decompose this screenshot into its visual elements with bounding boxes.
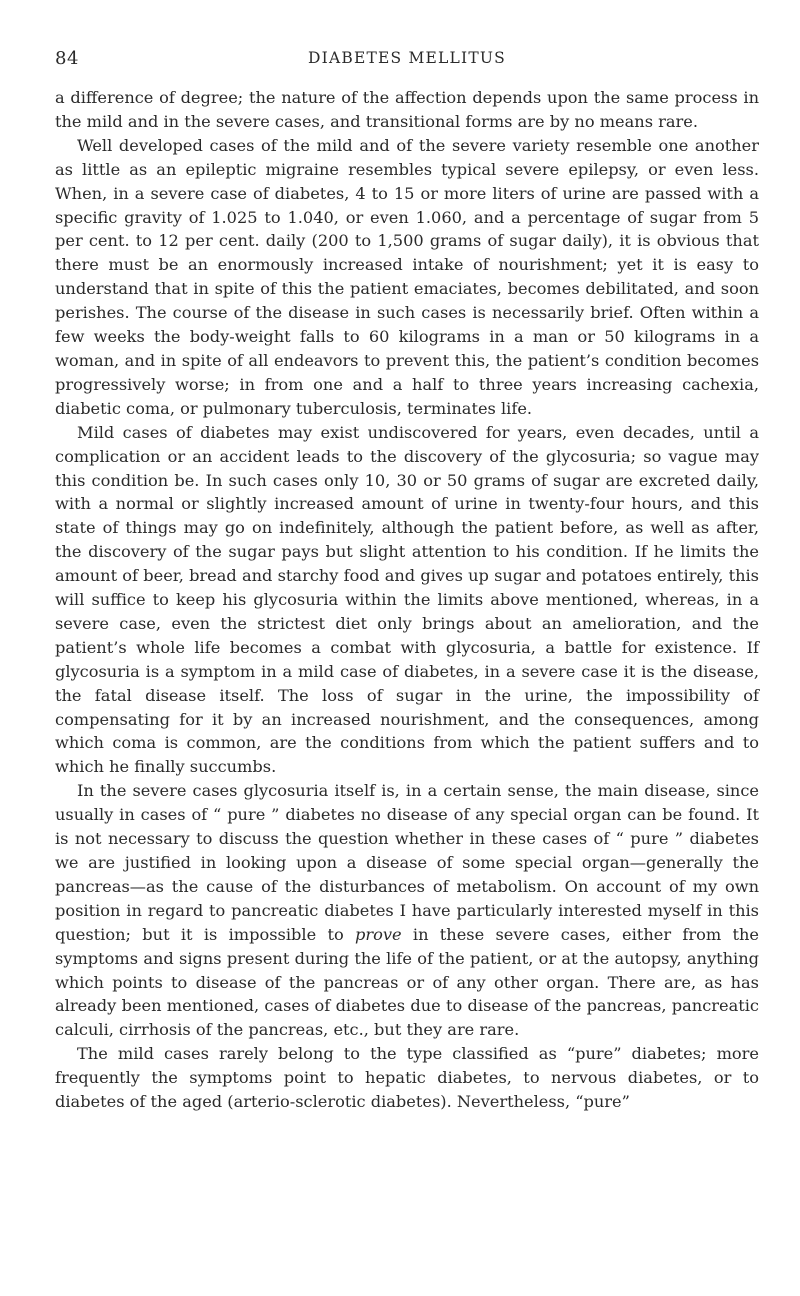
body-text <box>55 86 759 1114</box>
running-head <box>55 48 759 76</box>
paragraph-continued: a difference of degree; the nature of the affection depends upon the same process in the mild and in the severe cases, and transitional forms are by no means rare. <box>55 88 759 131</box>
page-number: 84 <box>55 48 79 69</box>
paragraph-severe-vs-mild: Well developed cases of the mild and of the severe variety resemble one another as little as an epileptic migraine resembles typical severe epilepsy, or even less. When, in a severe case of diabetes, 4 to 15 or more liters of urine are passed with a specific gravity of 1.025 to 1.040, or even 1.060, and a percentage of sugar from 5 per cent. to 12 per cent. daily (200 to 1,500 grams of sugar daily), it is obvious that there must be an enormously increased intake of nourishment; yet it is easy to understand that in spite of this the patient emaciates, becomes debilitated, and soon perishes. The course of the disease in such cases is necessarily brief. Often within a few weeks the body-weight falls to 60 kilograms in a man or 50 kilograms in a woman, and in spite of all endeavors to prevent this, the patient’s condition becomes progressively worse; in from one and a half to three years increasing cachexia, diabetic coma, or pulmonary tuberculosis, terminates life. <box>55 135 759 418</box>
paragraph-glycosuria-main-disease <box>55 779 759 1042</box>
paragraph-text-after: in these severe cases, either from the symptoms and signs present during the life of the patient, or at the autopsy, anything which points to disease of the pancreas or of any other organ. There are, as has already been mentioned, cases of diabetes due to disease of the pancreas, pancreatic calculi, cirrhosis of the pancreas, etc., but they are rare. <box>55 924 759 1040</box>
paragraph-mild-cases: Mild cases of diabetes may exist undiscovered for years, even decades, until a complication or an accident leads to the discovery of the glycosuria; so vague may this condition be. In such cases only 10, 30 or 50 grams of sugar are excreted daily, with a normal or slightly increased amount of urine in twenty-four hours, and this state of things may go on indefinitely, although the patient before, as well as after, the discovery of the sugar pays but slight attention to his condition. If he limits the amount of beer, bread and starchy food and gives up sugar and potatoes entirely, this will suffice to keep his glycosuria within the limits above mentioned, whereas, in a severe case, even the strictest diet only brings about an amelioration, and the patient’s whole life becomes a combat with glycosuria, a battle for existence. If glycosuria is a symptom in a mild case of diabetes, in a severe case it is the disease, the fatal disease itself. The loss of sugar in the urine, the impossibility of compensating for it by an increased nourishment, and the consequences, among which coma is common, are the conditions from which the patient suffers and to which he finally succumbs. <box>55 422 759 777</box>
paragraph-mild-cases-type: The mild cases rarely belong to the type classified as “pure” diabetes; more frequently the symptoms point to hepatic diabetes, to nervous diabetes, or to diabetes of the aged (arterio-sclerotic diabetes). Nevertheless, “pure” <box>55 1044 759 1112</box>
paragraph-text-before: In the severe cases glycosuria itself is, in a certain sense, the main disease, since usually in cases of “ pure ” diabetes no disease of any special organ can be found. It is not necessary to discuss the question whether in these cases of “ pure ” diabetes we are justified in looking upon a disease of some special organ—generally the pancreas—as the cause of the disturbances of metabolism. On account of my own position in regard to pancreatic diabetes I have particularly interested myself in this question; but it is impossible to <box>55 781 759 944</box>
running-title: DIABETES MELLITUS <box>308 49 506 67</box>
book-page <box>55 48 759 1114</box>
emphasis-prove: prove <box>355 924 402 944</box>
